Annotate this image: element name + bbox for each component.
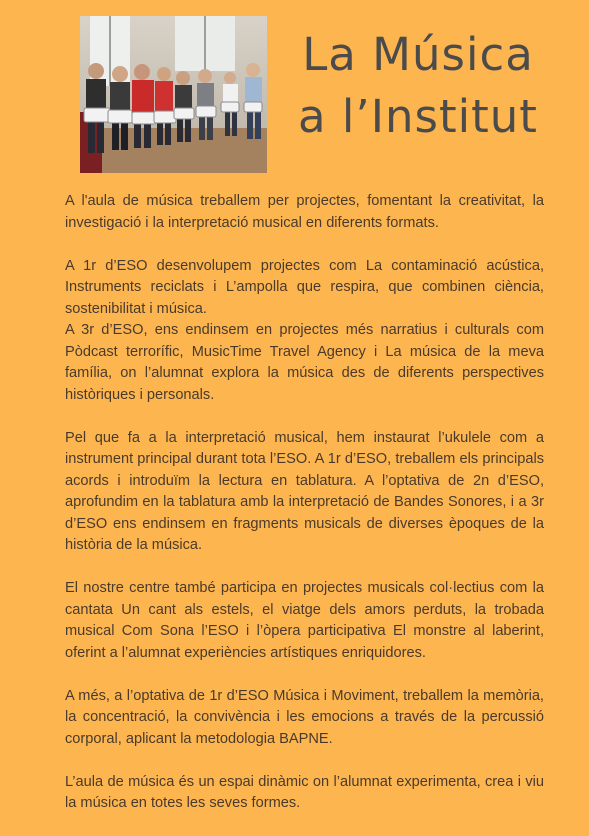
title-line-2: a l’Institut [298,90,538,143]
paragraph-ukulele: Pel que fa a la interpretació musical, hem instaurat l’ukulele com a instrument principal durant tota l’ESO. A 1r d’ESO, treballem els principals acords i introduïm la lectura en tablatura. A l’optativa de 2n d’ESO, aprofundim en la tablatura amb la interpretació de Bandes Sonores, i a 3r d’ESO ens endinsem en fragments musicals de diverses èpoques de la història de la música. [65,429,544,553]
title-line-1: La Música [302,28,534,81]
article-body [65,191,544,836]
paragraph-first-year-projects: A 1r d’ESO desenvolupem projectes com La contaminació acústica, Instruments reciclats i L’ampolla que respira, que combinen ciència, sostenibilitat i música. [65,257,544,317]
paragraph-collective-projects: El nostre centre també participa en projectes musicals col·lectius com la cantata Un cant als estels, el viatge dels amors perduts, la trobada musical Com Sona l’ESO i l’òpera participativa El monstre al laberint, oferint a l’alumnat experiències artístiques enriquidores. [65,580,544,661]
paragraph-third-year-projects: A 3r d’ESO, ens endinsem en projectes més narratius i culturals com Pòdcast terrorífic, MusicTime Travel Agency i La música de la meva família, on l’alumnat explora la música des de diferents perspectives històriques i personals. [65,322,544,403]
paragraph-music-movement: A més, a l’optativa de 1r d’ESO Música i Moviment, treballem la memòria, la concentració, la convivència i les emocions a través de la percussió corporal, aplicant la metodologia BAPNE. [65,687,544,747]
page-title [288,24,548,148]
paragraph-intro: A l'aula de música treballem per projectes, fomentant la creativitat, la investigació i la interpretació musical en diferents formats. [65,193,544,231]
paragraph-closing: L’aula de música és un espai dinàmic on l’alumnat experimenta, crea i viu la música en totes les seves formes. [65,773,544,811]
students-drumming-photo [80,16,267,173]
photo-illustration [80,16,267,173]
